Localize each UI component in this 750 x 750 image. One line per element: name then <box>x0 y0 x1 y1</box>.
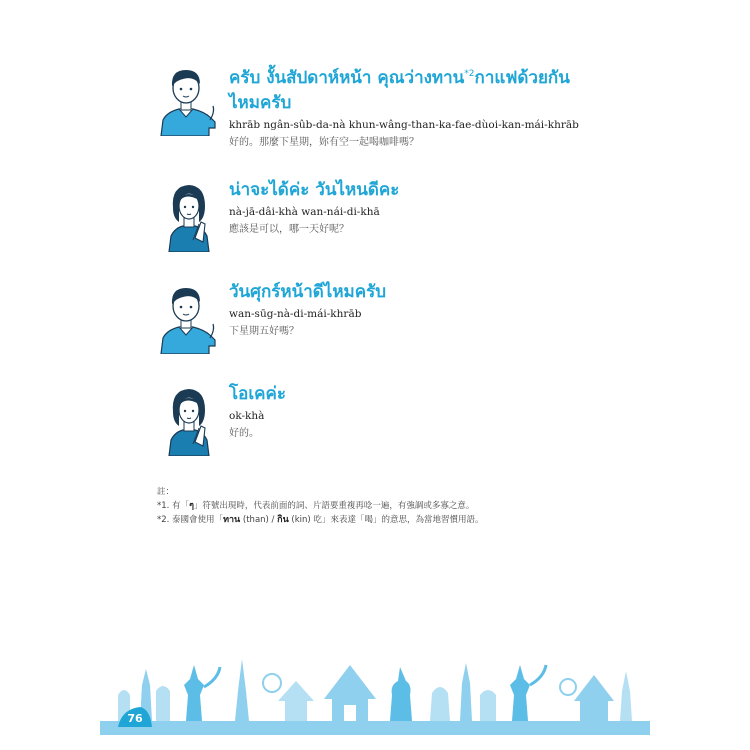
female-speaker-avatar <box>155 382 217 456</box>
footnote-2-romanization-1: (than) / <box>240 515 278 525</box>
thai-sentence <box>229 62 619 116</box>
male-speaker-avatar <box>155 62 217 136</box>
footnote-2 <box>157 513 617 527</box>
dialogue-text-2 <box>229 178 619 237</box>
footnote-2-thai-word-2: กิน <box>277 515 289 525</box>
thai-temple-skyline-illustration <box>100 655 650 735</box>
thai-sentence: โอเคค่ะ <box>229 384 287 404</box>
dialogue-text-4 <box>229 382 619 441</box>
dialogue-text-3 <box>229 280 619 339</box>
footnote-2-romanization-2: (kin) 吃」來表達「喝」的意思，為當地習慣用語。 <box>288 515 484 525</box>
footnote-2-text-a: *2. 泰國會使用「 <box>157 515 224 525</box>
repetition-symbol: ๆ <box>189 501 194 511</box>
chinese-translation: 好的。 <box>229 428 259 439</box>
chinese-translation: 好的。那麼下星期，妳有空一起喝咖啡嗎？ <box>229 137 419 148</box>
chinese-translation: 應該是可以，哪一天好呢？ <box>229 224 349 235</box>
female-speaker-avatar <box>155 178 217 252</box>
romanization: ok-khà <box>229 410 265 422</box>
romanization: khrāb ngân-sûb-da-nà khun-wâng-than-ka-fae-dùoi-kan-mái-khrāb <box>229 119 579 131</box>
footnotes <box>157 485 617 527</box>
romanization: wan-sūg-nà-di-mái-khrāb <box>229 308 362 320</box>
footnote-2-thai-word-1: ทาน <box>223 515 241 525</box>
thai-phrase: ครับ งั้นสัปดาห์หน้า คุณว่างทาน <box>229 68 465 88</box>
thai-sentence: วันศุกร์หน้าดีไหมครับ <box>229 282 387 302</box>
footnote-1 <box>157 499 617 513</box>
thai-phrase-line2: ไหมครับ <box>229 93 292 113</box>
romanization: nà-jā-dâi-khà wan-nái-di-khā <box>229 206 380 218</box>
notes-heading: 註： <box>157 487 175 497</box>
thai-phrase-tail: กาแฟด้วยกัน <box>474 68 570 88</box>
chinese-translation: 下星期五好嗎？ <box>229 326 299 337</box>
footnote-1-text-a: *1. 有「 <box>157 501 190 511</box>
thai-sentence: น่าจะได้ค่ะ วันไหนดีคะ <box>229 180 400 200</box>
male-speaker-avatar <box>155 280 217 354</box>
footnote-mark: *2 <box>464 69 475 79</box>
page-number: 76 <box>127 712 143 725</box>
footnote-1-text-b: 」符號出現時，代表前面的詞、片語要重複再唸一遍，有強調或多寡之意。 <box>193 501 475 511</box>
dialogue-text-1 <box>229 62 619 150</box>
